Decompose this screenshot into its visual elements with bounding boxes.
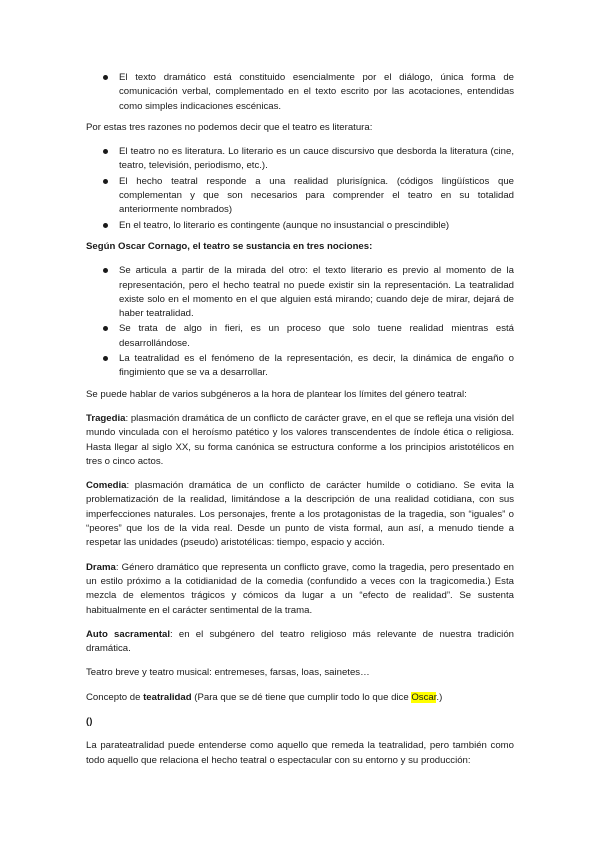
term-drama: Drama (86, 561, 116, 573)
paragraph-parateatralidad: La parateatralidad puede entenderse como aquello que remeda la teatralidad, pero también como todo aquello que relaciona el hecho teatral o espectacular con su entorno y su producción: (86, 740, 514, 766)
bullet-icon (103, 356, 108, 361)
paragraph-subgeneros: Se puede hablar de varios subgéneros a la hora de plantear los límites del género teatral: (86, 388, 467, 400)
paragraph-razones: Por estas tres razones no podemos decir que el teatro es literatura: (86, 121, 373, 133)
list-item: El texto dramático está constituido esencialmente por el diálogo, única forma de comunicación verbal, complementado en el texto escrito por las acotaciones, entendidas como simples indicaciones escénicas. (86, 71, 514, 114)
list-item: La teatralidad es el fenómeno de la representación, es decir, la dinámica de engaño o fingimiento que se va a desarrollar. (86, 352, 514, 381)
bullet-icon (103, 149, 108, 154)
bullet-icon (103, 223, 108, 228)
bullet-list-nociones (86, 264, 514, 380)
list-item: Se trata de algo in fieri, es un proceso que solo tuene realidad mientras está desarrollándose. (86, 322, 514, 351)
paragraph-teatro-breve: Teatro breve y teatro musical: entremeses, farsas, loas, sainetes… (86, 667, 370, 679)
list-item: Se articula a partir de la mirada del otro: el texto literario es previo al momento de la representación, pero el hecho teatral no puede existir sin la representación. La teatralidad existe solo en el momento en el que alguien está mirando; cuando deje de mirar, dejará de haber teatralidad. (86, 264, 514, 321)
bullet-list-dialogo (86, 71, 514, 114)
bullet-icon (103, 326, 108, 331)
paragraph-drama: Drama: Género dramático que representa un conflicto grave, como la tragedia, pero presentado en un estilo próximo a la cotidianidad de la comedia (confundido a veces con la tragicomedia.) Esta mezcla de elementos trágicos y cómicos da lugar a un “efecto de realidad”. Se sustenta habitualmente en el carácter sentimental de la trama. (86, 561, 514, 616)
highlighted-text: Oscar (411, 691, 437, 703)
heading-cornago: Según Oscar Cornago, el teatro se sustancia en tres nociones: (86, 240, 373, 252)
bullet-icon (103, 75, 108, 80)
list-item: El teatro no es literatura. Lo literario es un cauce discursivo que desborda la literatura (cine, teatro, televisión, periodismo, etc.). (86, 145, 514, 174)
paragraph-comedia: Comedia: plasmación dramática de un conflicto de carácter humilde o cotidiano. Se evita la problematización de la realidad, limitándose a la descripción de una realidad cotidiana, con sus imperfecciones naturales. Los personajes, frente a los protagonistas de la tragedia, son “iguales” o “peores” que los de la vida real. Desde un punto de vista formal, aun así, a menudo tiende a respetar las unidades (pseudo) aristotélicas: tiempo, espacio y acción. (86, 480, 514, 549)
list-item: En el teatro, lo literario es contingente (aunque no insustancial o prescindible) (86, 219, 514, 233)
paragraph-tragedia: Tragedia: plasmación dramática de un conflicto de carácter grave, en el que se refleja una visión del mundo vinculada con el heroísmo patético y los valores transcendentes de índole ética o religiosa. Hasta llegar al siglo XX, su forma canónica se estructura conforme a los principios aristotélicos en tres o cinco actos. (86, 412, 514, 467)
paragraph-concepto-teatralidad: Concepto de teatralidad (Para que se dé tiene que cumplir todo lo que dice Oscar.) (86, 691, 443, 703)
bullet-icon (103, 179, 108, 184)
bullet-list-literatura (86, 145, 514, 233)
bullet-icon (103, 268, 108, 273)
term-auto-sacramental: Auto sacramental (86, 628, 171, 640)
term-teatralidad: teatralidad (143, 691, 192, 703)
paragraph-auto-sacramental: Auto sacramental: en el subgénero del teatro religioso más relevante de nuestra tradición dramática. (86, 628, 514, 655)
document-body (86, 71, 514, 778)
term-comedia: Comedia (86, 480, 127, 492)
empty-parentheses: () (86, 715, 93, 727)
list-item: El hecho teatral responde a una realidad plurisígnica. (códigos lingüísticos que complementan y que son necesarios para comprender el teatro en su totalidad anteriormente nombrados) (86, 175, 514, 218)
term-tragedia: Tragedia (86, 412, 126, 424)
